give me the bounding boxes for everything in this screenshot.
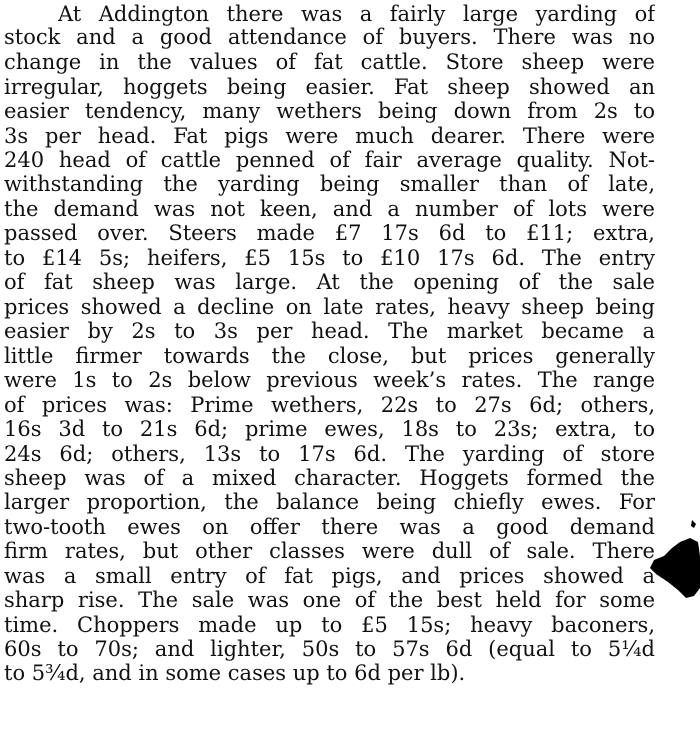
- article-line: was a small entry of fat pigs, and prices showed a: [4, 564, 655, 588]
- article-line: little firmer towards the close, but prices generally: [4, 344, 655, 368]
- article-line: sheep was of a mixed character. Hoggets formed the: [4, 466, 655, 490]
- article-line: passed over. Steers made £7 17s 6d to £11; extra,: [4, 221, 655, 245]
- article-line: easier tendency, many wethers being down from 2s to: [4, 99, 655, 123]
- article-line: to 5¾d, and in some cases up to 6d per lb).: [4, 661, 466, 685]
- article-line: to £14 5s; heifers, £5 15s to £10 17s 6d. The entry: [4, 246, 655, 270]
- article-line: prices showed a decline on late rates, heavy sheep being: [4, 295, 655, 319]
- article-line: firm rates, but other classes were dull of sale. There: [4, 539, 655, 563]
- article-line: of fat sheep was large. At the opening of the sale: [4, 270, 655, 294]
- article-line: larger proportion, the balance being chiefly ewes. For: [4, 490, 655, 514]
- article-line: 16s 3d to 21s 6d; prime ewes, 18s to 23s; extra, to: [4, 417, 655, 441]
- article-line: the demand was not keen, and a number of lots were: [4, 197, 655, 221]
- article-line: of prices was: Prime wethers, 22s to 27s 6d; others,: [4, 393, 655, 417]
- article-line: At Addington there was a fairly large yarding of: [58, 2, 655, 26]
- article-line: withstanding the yarding being smaller than of late,: [4, 172, 655, 196]
- article-line: stock and a good attendance of buyers. There was no: [4, 25, 655, 49]
- article-line: time. Choppers made up to £5 15s; heavy baconers,: [4, 613, 655, 637]
- article-line: easier by 2s to 3s per head. The market became a: [4, 319, 655, 343]
- article-line: irregular, hoggets being easier. Fat sheep showed an: [4, 75, 655, 99]
- article-line: change in the values of fat cattle. Store sheep were: [4, 50, 655, 74]
- article-line: 60s to 70s; and lighter, 50s to 57s 6d (equal to 5¼d: [4, 637, 655, 661]
- article-line: 3s per head. Fat pigs were much dearer. There were: [4, 124, 655, 148]
- article-line: were 1s to 2s below previous week’s rates. The range: [4, 368, 655, 392]
- article-line: two-tooth ewes on offer there was a good demand: [4, 515, 655, 539]
- article-line: 24s 6d; others, 13s to 17s 6d. The yarding of store: [4, 442, 655, 466]
- ink-blot: [650, 516, 700, 606]
- article-line: 240 head of cattle penned of fair average quality. Not-: [4, 148, 655, 172]
- article-line: sharp rise. The sale was one of the best held for some: [4, 588, 655, 612]
